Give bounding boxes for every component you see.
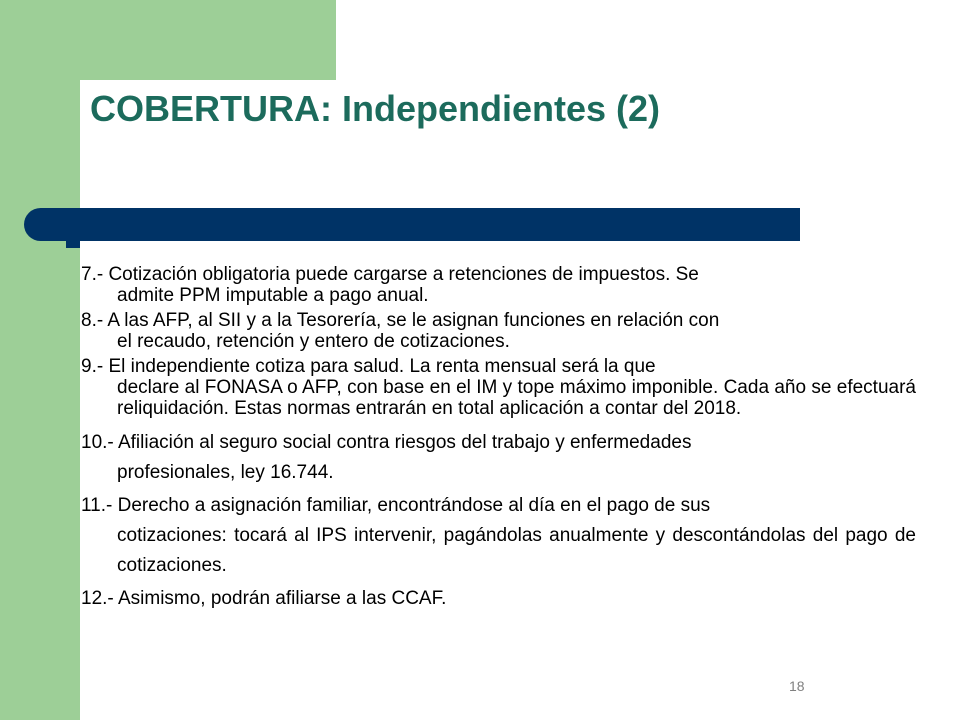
list-item-10: [81, 428, 916, 488]
slide-body: [81, 264, 916, 617]
page-number: 18: [789, 678, 805, 694]
item-9-first-line: 9.- El independiente cotiza para salud. La renta mensual será la que: [81, 356, 656, 377]
slide-title: COBERTURA: Independientes (2): [90, 88, 661, 129]
title-divider-bar: [24, 208, 800, 241]
divider-bar-notch: [66, 241, 80, 248]
list-item-7: [81, 264, 916, 306]
left-green-band: [0, 0, 80, 720]
list-item-12: [81, 584, 916, 614]
item-11-first-line: 11.- Derecho a asignación familiar, encontrándose al día en el pago de sus: [81, 495, 711, 516]
item-10-first-line: 10.- Afiliación al seguro social contra riesgos del trabajo y enfermedades: [81, 432, 692, 453]
list-item-8: [81, 310, 916, 352]
top-green-band: [80, 0, 336, 80]
list-item-9: [81, 356, 916, 419]
item-8-continuation: el recaudo, retención y entero de cotizaciones.: [117, 331, 510, 352]
item-8-first-line: 8.- A las AFP, al SII y a la Tesorería, se le asignan funciones en relación con: [81, 310, 720, 331]
item-11-continuation: cotizaciones: tocará al IPS intervenir, pagándolas anualmente y descontándolas del pago de cotizaciones.: [117, 525, 916, 576]
list-item-11: [81, 491, 916, 581]
item-7-continuation: admite PPM imputable a pago anual.: [117, 285, 429, 306]
item-9-continuation: declare al FONASA o AFP, con base en el IM y tope máximo imponible. Cada año se efectuará reliquidación. Estas normas entrarán en total aplicación a contar del 2018.: [117, 377, 916, 419]
item-7-first-line: 7.- Cotización obligatoria puede cargarse a retenciones de impuestos. Se: [81, 264, 699, 285]
item-10-continuation: profesionales, ley 16.744.: [117, 462, 334, 483]
item-12-first-line: 12.- Asimismo, podrán afiliarse a las CCAF.: [81, 588, 447, 609]
